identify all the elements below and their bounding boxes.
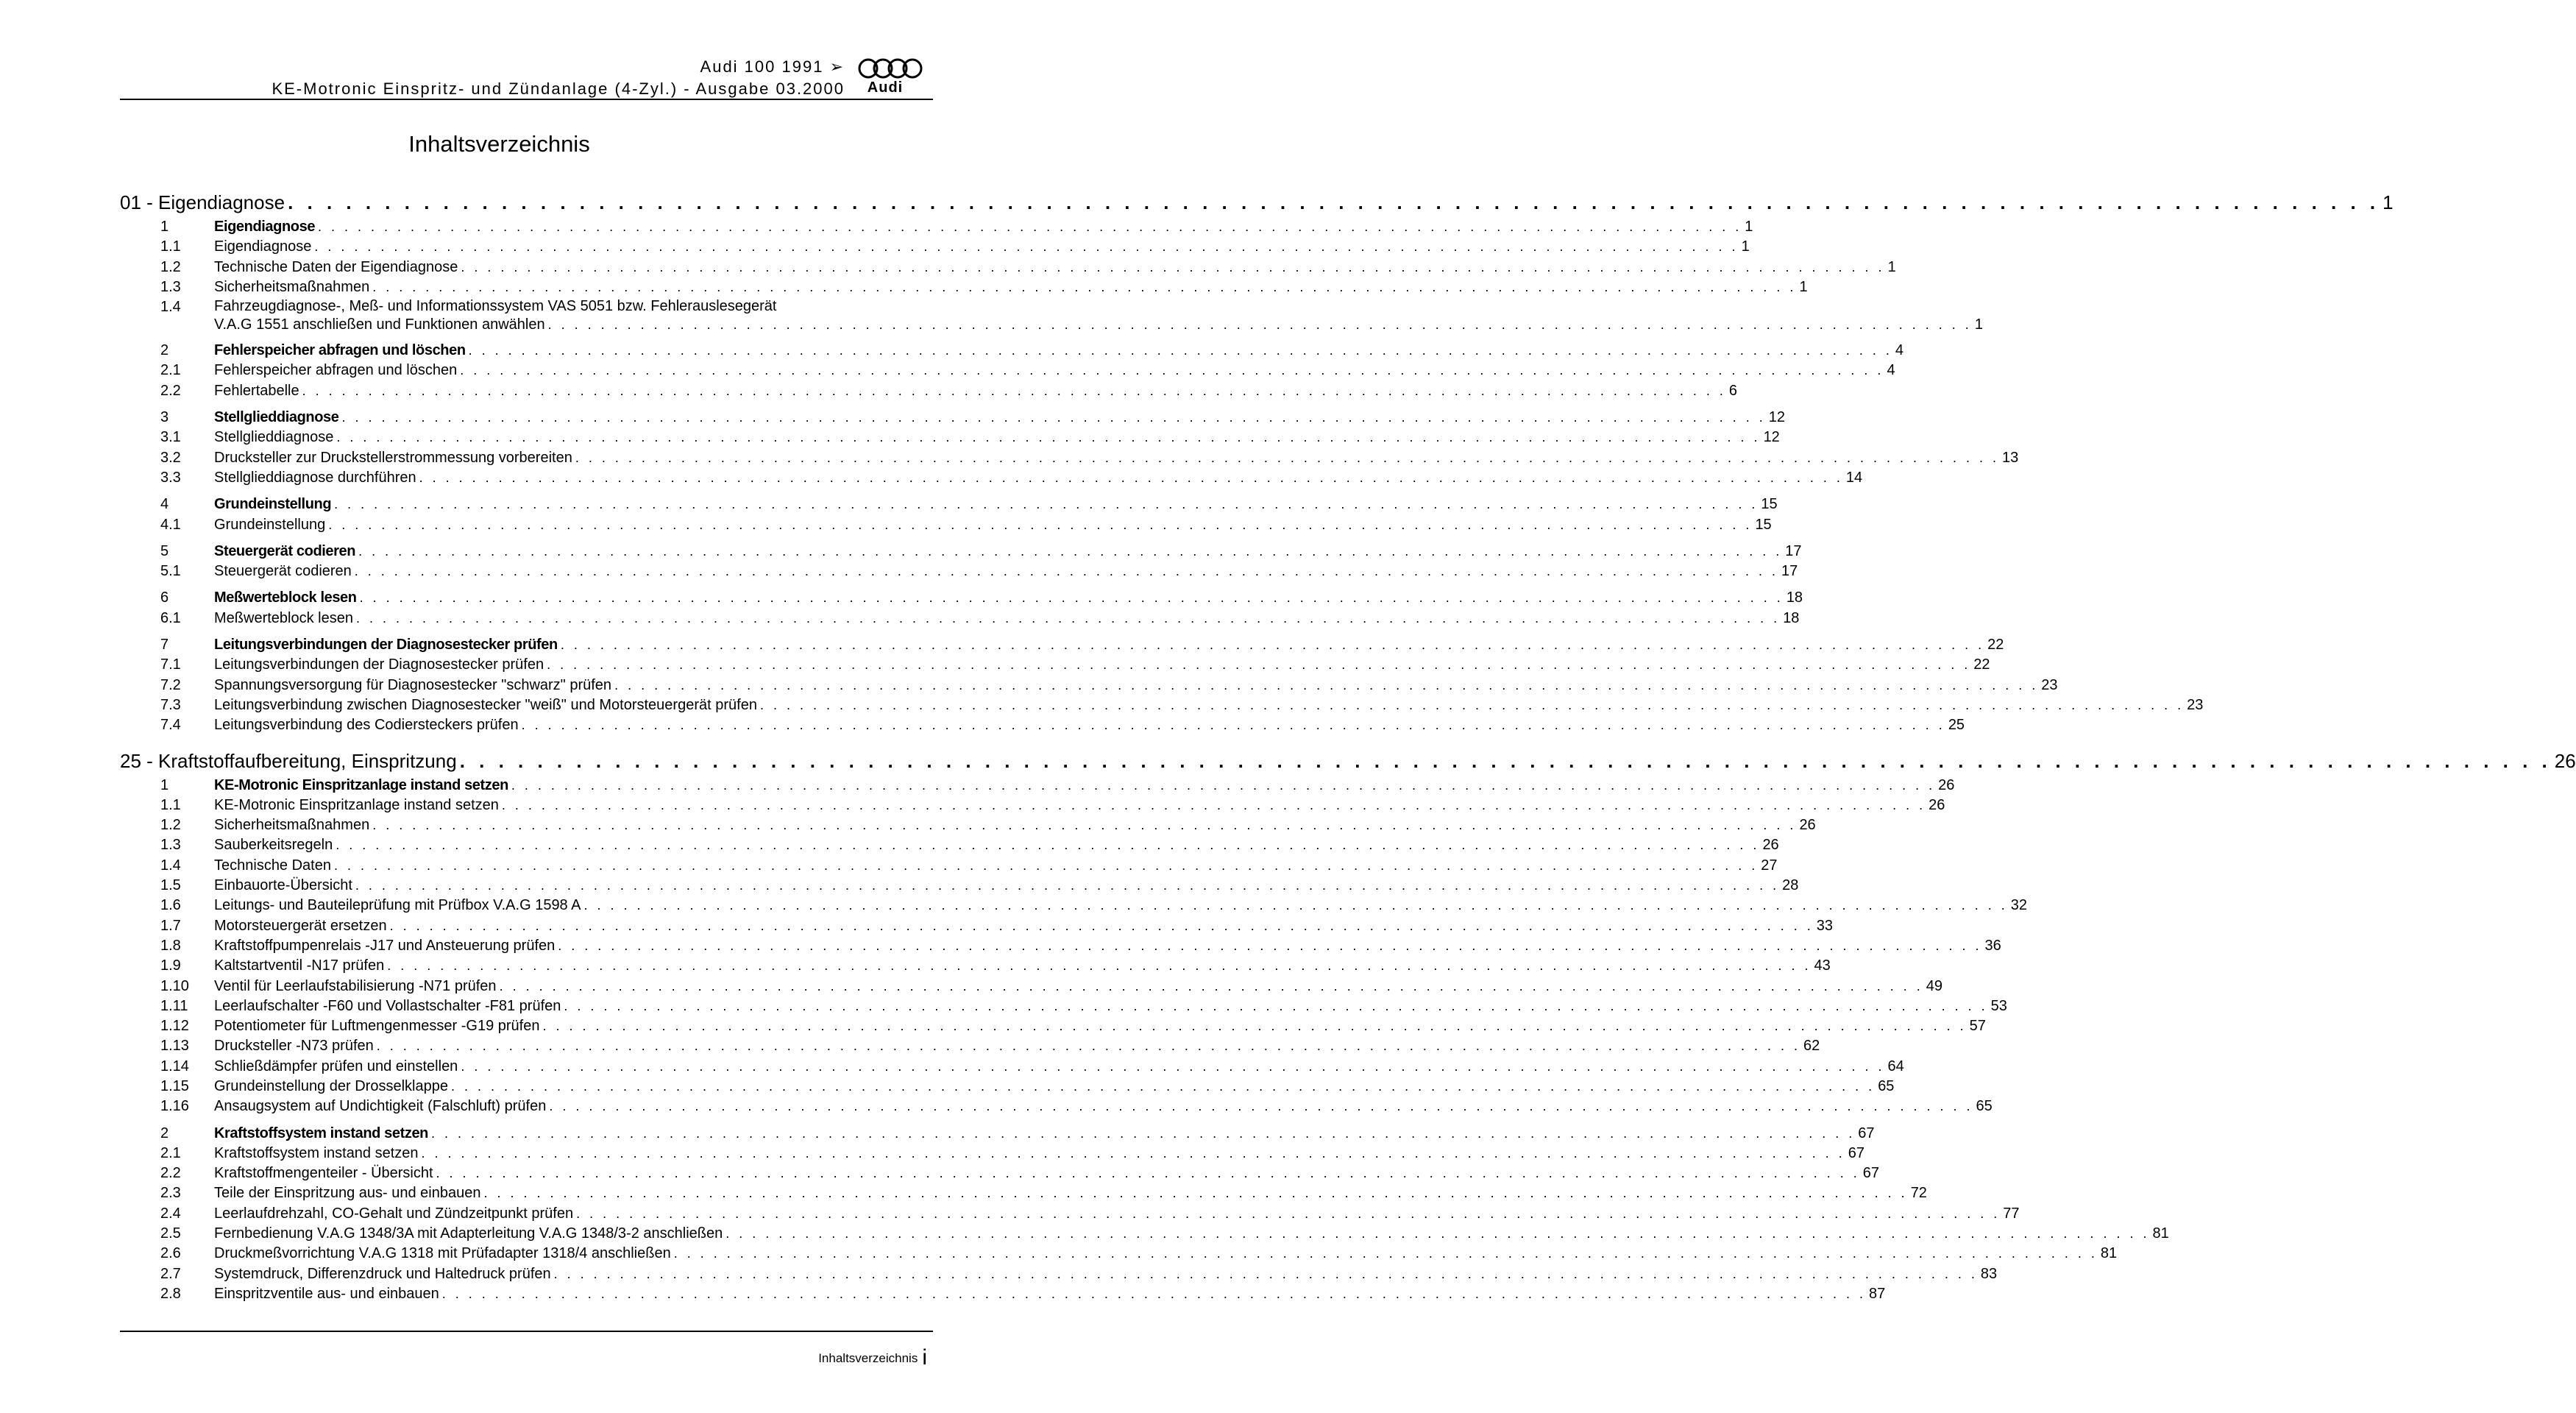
entry-number: 1.3 (160, 278, 181, 295)
footer-rule (120, 1331, 933, 1332)
dot-leader: . . . . . . . . . . . . . . . . . . . . . . . . . . . . . . . . . . . . . . . . . . . . . . . . . . . . . . . . . . . . . . . . . . . . . . . . . . . . . . . . . . . . . . . . . . . . . . . . . . . . . . . . . . . . (302, 383, 1726, 398)
entry-number: 2.1 (160, 362, 181, 379)
toc-entry[interactable] (160, 655, 1990, 675)
toc-section-entry[interactable] (160, 217, 1753, 237)
entry-title: Leitungsverbindung zwischen Diagnosestecker "weiß" und Motorsteuergerät prüfen (214, 696, 757, 713)
entry-page-number: 87 (1868, 1285, 1886, 1302)
entry-page-number: 12 (1763, 429, 1780, 446)
toc-entry[interactable] (160, 1097, 1993, 1116)
dot-leader: . . . . . . . . . . . . . . . . . . . . . . . . . . . . . . . . . . . . . . . . . . . . . . . . . . . . . . . . . . . . . . . . . . . . . . . . . . . . . . . . . . . . . . . . . . . . . . . . . . . . . . . . . . . . (468, 343, 1892, 358)
dot-leader: . . . . . . . . . . . . . . . . . . . . . . . . . . . . . . . . . . . . . . . . . . . . . . . . . . . . . . . . . . . . . . . . . . . . . . . . . . . . . . . . . . . . . . . . . . . . . . . . . . . . . . . . . . . . (460, 363, 1884, 378)
entry-page-number: 23 (2041, 676, 2058, 693)
entry-number: 2.3 (160, 1185, 181, 1202)
entry-title: Eigendiagnose (214, 219, 316, 235)
toc-section-entry[interactable] (160, 341, 1903, 361)
header-subtitle: KE-Motronic Einspritz- und Zündanlage (4-Zyl.) - Ausgabe 03.2000 (272, 79, 845, 98)
entry-number: 2.2 (160, 1165, 181, 1182)
toc-entry[interactable] (160, 977, 1943, 996)
entry-title: Potentiometer für Luftmengenmesser -G19 prüfen (214, 1018, 540, 1035)
entry-page-number: 1 (1741, 238, 1750, 255)
dot-leader: . . . . . . . . . . . . . . . . . . . . . . . . . . . . . . . . . . . . . . . . . . . . . . . . . . . . . . . . . . . . . . . . . . . . . . . . . . . . . . . . . . . . . . . . . . . . . . . . . . . . . . . . . . . . (334, 497, 1759, 512)
toc-entry[interactable] (160, 1016, 1986, 1036)
entry-title: Fernbedienung V.A.G 1348/3A mit Adapterleitung V.A.G 1348/3-2 anschließen (214, 1225, 723, 1242)
dot-leader: . . . . . . . . . . . . . . . . . . . . . . . . . . . . . . . . . . . . . . . . . . . . . . . . . . . . . . . . . . . . . . . . . . . . . . . . . . . . . . . . . . . . . . . . . . . . . . . . . . . . . . . . . . . . (421, 1145, 1845, 1161)
toc-entry[interactable] (160, 715, 1965, 735)
toc-chapter-entry[interactable] (120, 188, 2394, 217)
entry-page-number: 1 (1887, 258, 1896, 275)
dot-leader: . . . . . . . . . . . . . . . . . . . . . . . . . . . . . . . . . . . . . . . . . . . . . . . . . . . . . . . . . . . . . . . . . . . . . . . . . . . . . . . . . . . . . . . . . . . . . . . . . . . . . . . . . . . . (575, 450, 2000, 465)
toc-entry[interactable] (160, 796, 1945, 815)
entry-page-number: 1 (1799, 278, 1808, 295)
toc-entry[interactable] (160, 381, 1737, 401)
audi-logo (854, 57, 927, 100)
entry-page-number: 36 (1984, 937, 2001, 954)
entry-page-number: 81 (2152, 1225, 2169, 1242)
dot-leader: . . . . . . . . . . . . . . . . . . . . . . . . . . . . . . . . . . . . . . . . . . . . . . . . . . . . . . . . . . . . . . . . . . . . . . . . . . . . . . . . . . . . . . . . . . . . . . . . . . . . . . . . . . . . (333, 857, 1759, 873)
dot-leader: . . . . . . . . . . . . . . . . . . . . . . . . . . . . . . . . . . . . . . . . . . . . . . . . . . . . . . . . . . . . . . . . . . . . . . . . . . . . . . . . . . . . . . . . . . . . . . . . . . . . . . . . . . . . (372, 279, 1797, 294)
entry-number: 1.1 (160, 238, 181, 255)
entry-number: 1.9 (160, 957, 181, 974)
entry-page-number: 64 (1887, 1058, 1904, 1074)
chapter-section-list (160, 776, 2169, 1305)
dot-leader: . . . . . . . . . . . . . . . . . . . . . . . . . . . . . . . . . . . . . . . . . . . . . . . . . . . . . . . . . . . . . . . . . . . . . . . . . . . . . . . . . . . . . . . . . . . . . . . . . . . . . . . . . . . . (376, 1038, 1800, 1054)
entry-title: Sicherheitsmaßnahmen (214, 817, 370, 834)
toc-entry[interactable] (160, 515, 1772, 535)
toc-entry[interactable] (160, 876, 1799, 896)
entry-page-number: 26 (1938, 776, 1955, 793)
entry-number: 7.2 (160, 676, 181, 693)
arrow-icon: ➢ (829, 57, 845, 76)
entry-title: Kaltstartventil -N17 prüfen (214, 957, 385, 974)
entry-title: Fehlerspeicher abfragen und löschen (214, 342, 466, 359)
entry-title: Sauberkeitsregeln (214, 837, 333, 854)
entry-number: 3.3 (160, 469, 181, 486)
entry-title: Kraftstoffsystem instand setzen (214, 1144, 419, 1161)
entry-title: Technische Daten (214, 857, 331, 874)
dot-leader: . . . . . . . . . . . . . . . . . . . . . . . . . . . . . . . . . . . . . . . . . . . . . . . . . . . . . . . . . . . . . . . . . . . . . . . . . . . . . . . . . . . . . . . . . . . . . . . . . . . . . . . . . . . . (576, 1205, 2001, 1221)
entry-title: Einspritzventile aus- und einbauen (214, 1285, 439, 1302)
entry-page-number: 26 (1929, 796, 1945, 813)
header-model (700, 57, 845, 77)
dot-leader: . . . . . . . . . . . . . . . . . . . . . . . . . . . . . . . . . . . . . . . . . . . . . . . . . . . . . . . . . . . . . . . . . . . . . . . . . . . . . . . . . . . . . . . . . . . . . . . . . . . . . . . . . . . . (461, 259, 1885, 275)
audi-logo-text: Audi (867, 79, 904, 96)
entry-page-number: 23 (2187, 696, 2204, 713)
dot-leader: . . . . . . . . . . . . . . . . . . . . . . . . . . . . . . . . . . . . . . . . . . . . . . . . . . . . . . . . . . . . . . . . . . . . . . . . . . . . . . . . . . . . . . . . . . . . . . . . . . . . . . . . . . . . (501, 797, 1926, 812)
toc-entry[interactable] (160, 361, 1895, 380)
chapter-title: 01 - Eigendiagnose (120, 191, 285, 213)
entry-title: Systemdruck, Differenzdruck und Haltedruck prüfen (214, 1265, 551, 1282)
entry-title-continued: V.A.G 1551 anschließen und Funktionen anwählen (214, 316, 545, 333)
toc-entry[interactable] (160, 936, 2001, 956)
toc-entry[interactable] (160, 695, 2204, 715)
entry-page-number: 12 (1768, 409, 1785, 426)
entry-page-number: 72 (1910, 1185, 1927, 1202)
page-footer (818, 1345, 927, 1370)
page-title: Inhaltsverzeichnis (408, 131, 590, 157)
entry-number: 1.1 (160, 796, 181, 813)
entry-page-number: 26 (1799, 817, 1816, 834)
entry-title: Ventil für Leerlaufstabilisierung -N71 prüfen (214, 977, 497, 994)
entry-title: Leerlaufschalter -F60 und Vollastschalter -F81 prüfen (214, 997, 561, 1014)
entry-page-number: 17 (1785, 542, 1802, 559)
toc-section-entry[interactable] (160, 408, 1785, 428)
toc-entry[interactable] (160, 297, 1983, 334)
header-rule (120, 99, 933, 100)
entry-number: 5 (160, 542, 169, 559)
toc-entry[interactable] (160, 1183, 1927, 1203)
entry-title: Stellglieddiagnose durchführen (214, 469, 416, 486)
entry-title: Schließdämpfer prüfen und einstellen (214, 1058, 458, 1074)
entry-title: Kraftstoffmengenteiler - Übersicht (214, 1165, 433, 1182)
toc-entry[interactable] (160, 856, 1778, 876)
entry-number: 1.15 (160, 1077, 189, 1094)
entry-number: 3.1 (160, 429, 181, 446)
entry-number: 1.4 (160, 857, 181, 874)
entry-page-number: 62 (1803, 1038, 1820, 1055)
toc-entry[interactable] (160, 428, 1780, 447)
chapter-title: 25 - Kraftstoffaufbereitung, Einspritzung (120, 749, 457, 772)
entry-number: 1.11 (160, 997, 188, 1014)
entry-title: Eigendiagnose (214, 238, 312, 255)
entry-number: 2.6 (160, 1245, 181, 1262)
entry-number: 1.8 (160, 937, 181, 954)
toc-entry[interactable] (160, 815, 1816, 835)
dot-leader: . . . . . . . . . . . . . . . . . . . . . . . . . . . . . . . . . . . . . . . . . . . . . . . . . . . . . . . . . . . . . . . . . . . . . . . . . . . . . . . . . . . . . . . . . . . . . . . . . . . . . . . . . . . . (318, 219, 1742, 234)
entry-number: 6 (160, 589, 169, 606)
dot-leader: . . . . . . . . . . . . . . . . . . . . . . . . . . . . . . . . . . . . . . . . . . . . . . . . . . . . . . . . . . . . . . . . . . . . . . . . . . . . . . . . . . . . . . . . . . . . . . . . . . . . . . . . . . . . (560, 637, 1985, 653)
entry-page-number: 57 (1969, 1018, 1986, 1035)
entry-title: Leitungsverbindungen der Diagnosestecker prüfen (214, 656, 544, 673)
entry-number: 2 (160, 342, 169, 359)
toc-entry[interactable] (160, 835, 1779, 855)
header-model-text: Audi 100 1991 (700, 57, 824, 76)
entry-title: Stellglieddiagnose (214, 429, 334, 446)
toc-entry[interactable] (160, 996, 2007, 1016)
entry-body (214, 297, 1983, 334)
entry-page-number: 6 (1728, 382, 1737, 399)
toc-entry[interactable] (160, 896, 2027, 916)
toc-entry[interactable] (160, 956, 1831, 976)
entry-title: Meßwerteblock lesen (214, 589, 357, 606)
dot-leader: . . . . . . . . . . . . . . . . . . . . . . . . . . . . . . . . . . . . . . . . . . . . . . . . . . . . . . . . . . . . . . . . . . . . . . . . . . . . . . . . . . . . . . . . . . . . . . . . . . . . . . . . . . . . (553, 1266, 1978, 1281)
toc-entry[interactable] (160, 562, 1798, 581)
entry-number: 4.1 (160, 516, 181, 533)
entry-number: 1.12 (160, 1018, 189, 1035)
entry-title: Grundeinstellung (214, 516, 326, 533)
entry-number: 7.3 (160, 696, 181, 713)
entry-page-number: 33 (1816, 917, 1834, 934)
entry-page-number: 18 (1783, 609, 1800, 626)
table-of-contents (120, 188, 2576, 1304)
dot-leader: . . . . . . . . . . . . . . . . . . . . . . . . . . . . . . . . . . . . . . . . . . . . . . . . . . . . . . . . . . . . . . . . . . . . . . . . . . . . . . . . . . . . . . . . . . . . . . . . . . . . . . . . . . . . (542, 1019, 1967, 1034)
entry-title: Einbauorte-Übersicht (214, 877, 352, 894)
entry-number: 2 (160, 1125, 169, 1141)
entry-number: 7.1 (160, 656, 181, 673)
entry-number: 1.13 (160, 1038, 189, 1055)
dot-leader: . . . . . . . . . . . . . . . . . . . . . . . . . . . . . . . . . . . . . . . . . . . . . . . . . . . . . . . . . . . . . . . . . . . . . . . . . . . . . . . . . . . . . . . . . . . . . . . . . . . . . . . . . . . . (450, 1078, 1876, 1094)
dot-leader: . . . . . . . . . . . . . . . . . . . . . . . . . . . . . . . . . . . . . . . . . . . . . . . . . . . . . . . . . . . . . . . . . . . . . . . . . . . . . . . . . . . . . . . . . . . . . . . . . . . . . . . . . . . . (431, 1125, 1856, 1141)
entry-number: 7 (160, 637, 169, 654)
dot-leader: . . . . . . . . . . . . . . . . . . . . . . . . . . . . . . . . . . . . . . . . . . . . . . . . . . . . . . . . . . . . . . . . . . . . . . . . . . . . . . . . . . . . . . . . . . . . . . . . . . . . . . . . . . . . (354, 564, 1779, 579)
dot-leader: . . . . . . . . . . . . . . . . . . . . . . . . . . . . . . . . . . . . . . . . . . . . . . . . . . . . . . . . . . . . . . . . . . . . . . . . . . . . . . . . . . . . . . . . . . . . . . . . . . . . . . . . . . . . (441, 1286, 1866, 1301)
footer-label: Inhaltsverzeichnis (818, 1351, 918, 1365)
toc-entry[interactable] (160, 1284, 1886, 1304)
entry-number: 1.16 (160, 1098, 189, 1115)
entry-title: Fehlertabelle (214, 382, 299, 399)
entry-number: 6.1 (160, 609, 181, 626)
entry-title: Grundeinstellung der Drosselklappe (214, 1077, 448, 1094)
entry-number: 5.1 (160, 563, 181, 580)
dot-leader: . . . . . . . . . . . . . . . . . . . . . . . . . . . . . . . . . . . . . . . . . . . . . . . . . . . . . . . . . . . . . . . . . . . . . . . . . . . . . . . . . . . . . . . . . . . . . . . . . . . . . . . . . . . . (547, 657, 1971, 673)
entry-title: Steuergerät codieren (214, 542, 356, 559)
toc-section-entry[interactable] (160, 635, 2004, 655)
dot-leader: . . . . . . . . . . . . . . . . . . . . . . . . . . . . . . . . . . . . . . . . . . . . . . . . . . . . . . . . . . . . . . . . . . . . . . . . . . . . . . . . . . . . . . . . . . . . . . . . . . . . . . . . . . . . (499, 978, 1923, 994)
entry-page-number: 14 (1845, 469, 1863, 486)
entry-page-number: 22 (1973, 656, 1990, 673)
chapter-page-number: 1 (2382, 191, 2394, 213)
entry-title: Leitungsverbindung des Codiersteckers prüfen (214, 717, 519, 734)
entry-number: 1.7 (160, 917, 181, 934)
toc-entry[interactable] (160, 1224, 2169, 1244)
entry-title: KE-Motronic Einspritzanlage instand setzen (214, 776, 508, 793)
toc-chapter-entry[interactable] (120, 746, 2576, 776)
toc-section-entry[interactable] (160, 495, 1778, 514)
entry-title: Kraftstoffpumpenrelais -J17 und Ansteuerung prüfen (214, 937, 556, 954)
dot-leader: . . . . . . . . . . . . . . . . . . . . . . . . . . . . . . . . . . . . . . . . . . . . . . . . . . . . . . . . . . . . . . . . . . . . . . . . . . . . . . . . . . . . . . . . . . . . . . . . . . . . . . . . . . . . (583, 898, 2008, 913)
dot-leader: . . . . . . . . . . . . . . . . . . . . . . . . . . . . . . . . . . . . . . . . . . . . . . . . . . . . . . . . . . . . . . . . . . . . . . . . . . . . . . . . . . . . . . . . . . . . . . . . . . . . . . . . . . . . (673, 1246, 2098, 1261)
entry-page-number: 67 (1848, 1144, 1865, 1161)
entry-number: 2.4 (160, 1205, 181, 1222)
toc-section-entry[interactable] (160, 776, 1955, 796)
toc-section-entry[interactable] (160, 542, 1802, 562)
dot-leader: . . . . . . . . . . . . . . . . . . . . . . . . . . . . . . . . . . . . . . . . . . . . . . . . . . . . . . . . . . . . . . . . . . . . . . . . . . . . . . . . . . . . . . . . . . . . . . . . . . . . . . . . . . . . (511, 777, 1936, 793)
dot-leader: . . . . . . . . . . . . . . . . . . . . . . . . . . . . . . . . . . . . . . . . . . . . . . . . . . . . . . . . . . . . . . . . . . . . . . . . . . . . . . . . . . . . . . . . . . . . . . . . . . . . . . . . . . . . (389, 918, 1814, 933)
entry-number: 4 (160, 496, 169, 513)
entry-number: 1.2 (160, 817, 181, 834)
toc-entry[interactable] (160, 609, 1800, 628)
entry-number: 2.7 (160, 1265, 181, 1282)
entry-title: Motorsteuergerät ersetzen (214, 917, 387, 934)
entry-title: Leerlaufdrehzahl, CO-Gehalt und Zündzeitpunkt prüfen (214, 1205, 574, 1222)
entry-title: Stellglieddiagnose (214, 409, 339, 426)
dot-leader: . . . . . . . . . . . . . . . . . . . . . . . . . . . . . . . . . . . . . . . . . . . . . . . . . . . . . . . . . . . . . . . . . . . . . . . . . . . . . . . . . . . . . . . . . . . . . . . . . . . . . . . . . . . . (564, 998, 1988, 1013)
entry-title: Leitungsverbindungen der Diagnosestecker prüfen (214, 637, 558, 654)
dot-leader: . . . . . . . . . . . . . . . . . . . . . . . . . . . . . . . . . . . . . . . . . . . . . . . . . . . . . . . . . . . . . . . . . . . . . . . . . . . . . . . . . . . . . . . . . . . . . . . . . . . . . . . . . . . . (521, 718, 1945, 733)
entry-title: Ansaugsystem auf Undichtigkeit (Falschluft) prüfen (214, 1098, 547, 1115)
toc-entry[interactable] (160, 1244, 2118, 1264)
entry-page-number: 22 (1987, 637, 2004, 654)
entry-number: 1 (160, 776, 169, 793)
entry-page-number: 25 (1948, 717, 1965, 734)
dot-leader: . . . . . . . . . . . . . . . . . . . . . . . . . . . . . . . . . . . . . . . . . . . . . . . . . . . . . . . . . . . . . . . . . . . . . . . . . . . . . . . . . . . . . . . . . . . . . . . . . . . . . . . . . . . . (547, 317, 1972, 333)
entry-number: 1.10 (160, 977, 189, 994)
toc-entry[interactable] (160, 1264, 1998, 1284)
dot-leader: . . . . . . . . . . . . . . . . . . . . . . . . . . . . . . . . . . . . . . . . . . . . . . . . . . . . . . . . . . . . . . . . . . . . . . . . . . . . . . . . . . . . . . . . . . . . . . . . . . . . . . . . . . . . (725, 1226, 2150, 1242)
toc-entry[interactable] (160, 1077, 1895, 1097)
entry-page-number: 43 (1814, 957, 1831, 974)
entry-number: 1.6 (160, 897, 181, 914)
dot-leader: . . . . . . . . . . . . . . . . . . . . . . . . . . . . . . . . . . . . . . . . . . . . . . . . . . . . . . . . . . . . . . . . . . . . . . . . . . . . . . . . . . . . . . . . . . . . . . . . . . . . . . . . . . . . (483, 1186, 1908, 1201)
entry-number: 1.14 (160, 1058, 189, 1074)
entry-number: 3 (160, 409, 169, 426)
toc-entry[interactable] (160, 1057, 1904, 1077)
entry-title: Kraftstoffsystem instand setzen (214, 1125, 428, 1141)
toc-entry[interactable] (160, 1036, 1820, 1056)
toc-entry[interactable] (160, 237, 1750, 257)
toc-entry[interactable] (160, 1164, 1880, 1183)
toc-entry[interactable] (160, 676, 2058, 695)
entry-number: 2.2 (160, 382, 181, 399)
entry-title: Technische Daten der Eigendiagnose (214, 258, 458, 275)
entry-title: Meßwerteblock lesen (214, 609, 353, 626)
entry-page-number: 4 (1887, 362, 1895, 379)
entry-number: 1.5 (160, 877, 181, 894)
entry-title: Teile der Einspritzung aus- und einbauen (214, 1185, 481, 1202)
toc-entry[interactable] (160, 277, 1808, 297)
dot-leader: . . . . . . . . . . . . . . . . . . . . . . . . . . . . . . . . . . . . . . . . . . . . . . . . . . . . . . . . . . . . . . . . . . . . . . . . . . . . . . . . . . . . . . . . . . . . . . . . . . . . . . . . . . . . (341, 410, 1766, 425)
entry-number: 2.1 (160, 1144, 181, 1161)
entry-title: Steuergerät codieren (214, 563, 352, 580)
entry-number: 1.3 (160, 837, 181, 854)
dot-leader: . . . . . . . . . . . . . . . . . . . . . . . . . . . . . . . . . . . . . . . . . . . . . . . . . . . . . . . . . . . . . . . . . . . . . . . . . . . . . . . . . . . . . . . . . . . . . . . . . . . . . . . . . . . . (459, 749, 2552, 772)
entry-page-number: 15 (1755, 516, 1772, 533)
entry-page-number: 28 (1782, 877, 1799, 894)
toc-entry[interactable] (160, 916, 1834, 936)
entry-page-number: 49 (1926, 977, 1943, 994)
entry-title: Grundeinstellung (214, 496, 332, 513)
entry-title: Druckmeßvorrichtung V.A.G 1318 mit Prüfadapter 1318/4 anschließen (214, 1245, 671, 1262)
entry-title: Fehlerspeicher abfragen und löschen (214, 362, 458, 379)
dot-leader: . . . . . . . . . . . . . . . . . . . . . . . . . . . . . . . . . . . . . . . . . . . . . . . . . . . . . . . . . . . . . . . . . . . . . . . . . . . . . . . . . . . . . . . . . . . . . . . . . . . . . . . . . . . . (336, 837, 1760, 853)
dot-leader: . . . . . . . . . . . . . . . . . . . . . . . . . . . . . . . . . . . . . . . . . . . . . . . . . . . . . . . . . . . . . . . . . . . . . . . . . . . . . . . . . . . . . . . . . . . . . . . . . . . . . . . . . . . . (359, 590, 1784, 606)
entry-page-number: 53 (1990, 997, 2007, 1014)
dot-leader: . . . . . . . . . . . . . . . . . . . . . . . . . . . . . . . . . . . . . . . . . . . . . . . . . . . . . . . . . . . . . . . . . . . . . . . . . . . . . . . . . . . . . . . . . . . . . . . . . . . . . . . . . . . . (419, 470, 1843, 485)
entry-page-number: 1 (1745, 219, 1753, 235)
entry-title: Leitungs- und Bauteileprüfung mit Prüfbox V.A.G 1598 A (214, 897, 581, 914)
toc-section-entry[interactable] (160, 588, 1803, 608)
dot-leader: . . . . . . . . . . . . . . . . . . . . . . . . . . . . . . . . . . . . . . . . . . . . . . . . . . . . . . . . . . . . . . . . . . . . . . . . . . . . . . . . . . . . . . . . . . . . . . . . . . . . . . . . . . . . (358, 543, 1783, 559)
dot-leader: . . . . . . . . . . . . . . . . . . . . . . . . . . . . . . . . . . . . . . . . . . . . . . . . . . . . . . . . . . . . . . . . . . . . . . . . . . . . . . . . . . . . . . . . . . . . . . . . . . . . . . . . . . . . (558, 938, 1982, 953)
dot-leader: . . . . . . . . . . . . . . . . . . . . . . . . . . . . . . . . . . . . . . . . . . . . . . . . . . . . . . . . . . . . . . . . . . . . . . . . . . . . . . . . . . . . . . . . . . . . . . . . . . . . . . . . . . . . (387, 958, 1812, 974)
entry-title-continued-line (214, 316, 1983, 334)
toc-entry[interactable] (160, 1204, 2020, 1224)
chapter-page-number: 26 (2554, 749, 2576, 772)
entry-page-number: 1 (1974, 316, 1983, 333)
toc-entry[interactable] (160, 258, 1896, 277)
entry-page-number: 15 (1761, 496, 1778, 513)
toc-entry[interactable] (160, 1144, 1865, 1164)
entry-number: 2.8 (160, 1285, 181, 1302)
entry-title: Spannungsversorgung für Diagnosestecker "schwarz" prüfen (214, 676, 612, 693)
entry-title: Fahrzeugdiagnose-, Meß- und Informationssystem VAS 5051 bzw. Fehlerauslesegerät (214, 298, 777, 315)
dot-leader: . . . . . . . . . . . . . . . . . . . . . . . . . . . . . . . . . . . . . . . . . . . . . . . . . . . . . . . . . . . . . . . . . . . . . . . . . . . . . . . . . . . . . . . . . . . . . . . . . . . . . . . . . . . . (436, 1166, 1860, 1181)
dot-leader: . . . . . . . . . . . . . . . . . . . . . . . . . . . . . . . . . . . . . . . . . . . . . . . . . . . . . . . . . . . . . . . . . . . . . . . . . . . . . . . . . . . . . . . . . . . . . . . . . . . . . . . . . . . . (328, 517, 1753, 532)
toc-entry[interactable] (160, 448, 2019, 468)
entry-number: 2.5 (160, 1225, 181, 1242)
chapter-section-list (160, 217, 2204, 736)
dot-leader: . . . . . . . . . . . . . . . . . . . . . . . . . . . . . . . . . . . . . . . . . . . . . . . . . . . . . . . . . . . . . . . . . . . . . . . . . . . . . . . . . . . . . . . . . . . . . . . . . . . . . . . . . . . . (372, 818, 1797, 833)
entry-page-number: 67 (1858, 1125, 1875, 1141)
entry-number: 1.2 (160, 258, 181, 275)
entry-page-number: 13 (2002, 449, 2019, 466)
entry-page-number: 27 (1761, 857, 1778, 874)
entry-page-number: 83 (1980, 1265, 1998, 1282)
audi-rings-icon (854, 57, 927, 79)
entry-page-number: 67 (1862, 1165, 1880, 1182)
dot-leader: . . . . . . . . . . . . . . . . . . . . . . . . . . . . . . . . . . . . . . . . . . . . . . . . . . . . . . . . . . . . . . . . . . . . . . . . . . . . . . . . . . . . . . . . . . . . . . . . . . . . . . . . . . . . (336, 430, 1761, 445)
entry-title: Drucksteller zur Druckstellerstrommessung vorbereiten (214, 449, 572, 466)
entry-page-number: 26 (1762, 837, 1779, 854)
dot-leader: . . . . . . . . . . . . . . . . . . . . . . . . . . . . . . . . . . . . . . . . . . . . . . . . . . . . . . . . . . . . . . . . . . . . . . . . . . . . . . . . . . . . . . . . . . . . . . . . . . . . . . . . . . . . (355, 878, 1780, 893)
dot-leader: . . . . . . . . . . . . . . . . . . . . . . . . . . . . . . . . . . . . . . . . . . . . . . . . . . . . . . . . . . . . . . . . . . . . . . . . . . . . . . . . . . . . . . . . . . . . . . . . . . . . . . . . . . . . (759, 697, 2185, 712)
entry-page-number: 18 (1786, 589, 1803, 606)
dot-leader: . . . . . . . . . . . . . . . . . . . . . . . . . . . . . . . . . . . . . . . . . . . . . . . . . . . . . . . . . . . . . . . . . . . . . . . . . . . . . . . . . . . . . . . . . . . . . . . . . . . . . . . . . . . . (614, 677, 2039, 693)
entry-number: 7.4 (160, 717, 181, 734)
entry-page-number: 17 (1781, 563, 1798, 580)
entry-page-number: 4 (1895, 342, 1903, 359)
entry-page-number: 77 (2003, 1205, 2020, 1222)
entry-title: Drucksteller -N73 prüfen (214, 1038, 374, 1055)
toc-entry[interactable] (160, 468, 1863, 488)
entry-number: 3.2 (160, 449, 181, 466)
entry-number: 1.4 (160, 299, 181, 316)
entry-title: KE-Motronic Einspritzanlage instand setzen (214, 796, 499, 813)
entry-page-number: 81 (2100, 1245, 2118, 1262)
dot-leader: . . . . . . . . . . . . . . . . . . . . . . . . . . . . . . . . . . . . . . . . . . . . . . . . . . . . . . . . . . . . . . . . . . . . . . . . . . . . . . . . . . . . . . . . . . . . . . . . . . . . . . . . . . . . (288, 191, 2380, 213)
entry-page-number: 65 (1976, 1098, 1993, 1115)
footer-page-number: i (922, 1345, 927, 1370)
dot-leader: . . . . . . . . . . . . . . . . . . . . . . . . . . . . . . . . . . . . . . . . . . . . . . . . . . . . . . . . . . . . . . . . . . . . . . . . . . . . . . . . . . . . . . . . . . . . . . . . . . . . . . . . . . . . (314, 239, 1739, 255)
entry-number: 1 (160, 219, 169, 235)
entry-page-number: 65 (1878, 1077, 1895, 1094)
dot-leader: . . . . . . . . . . . . . . . . . . . . . . . . . . . . . . . . . . . . . . . . . . . . . . . . . . . . . . . . . . . . . . . . . . . . . . . . . . . . . . . . . . . . . . . . . . . . . . . . . . . . . . . . . . . . (549, 1099, 1973, 1114)
entry-title: Sicherheitsmaßnahmen (214, 278, 370, 295)
dot-leader: . . . . . . . . . . . . . . . . . . . . . . . . . . . . . . . . . . . . . . . . . . . . . . . . . . . . . . . . . . . . . . . . . . . . . . . . . . . . . . . . . . . . . . . . . . . . . . . . . . . . . . . . . . . . (461, 1058, 1885, 1074)
toc-section-entry[interactable] (160, 1124, 1875, 1144)
entry-page-number: 32 (2010, 897, 2027, 914)
dot-leader: . . . . . . . . . . . . . . . . . . . . . . . . . . . . . . . . . . . . . . . . . . . . . . . . . . . . . . . . . . . . . . . . . . . . . . . . . . . . . . . . . . . . . . . . . . . . . . . . . . . . . . . . . . . . (355, 610, 1781, 626)
